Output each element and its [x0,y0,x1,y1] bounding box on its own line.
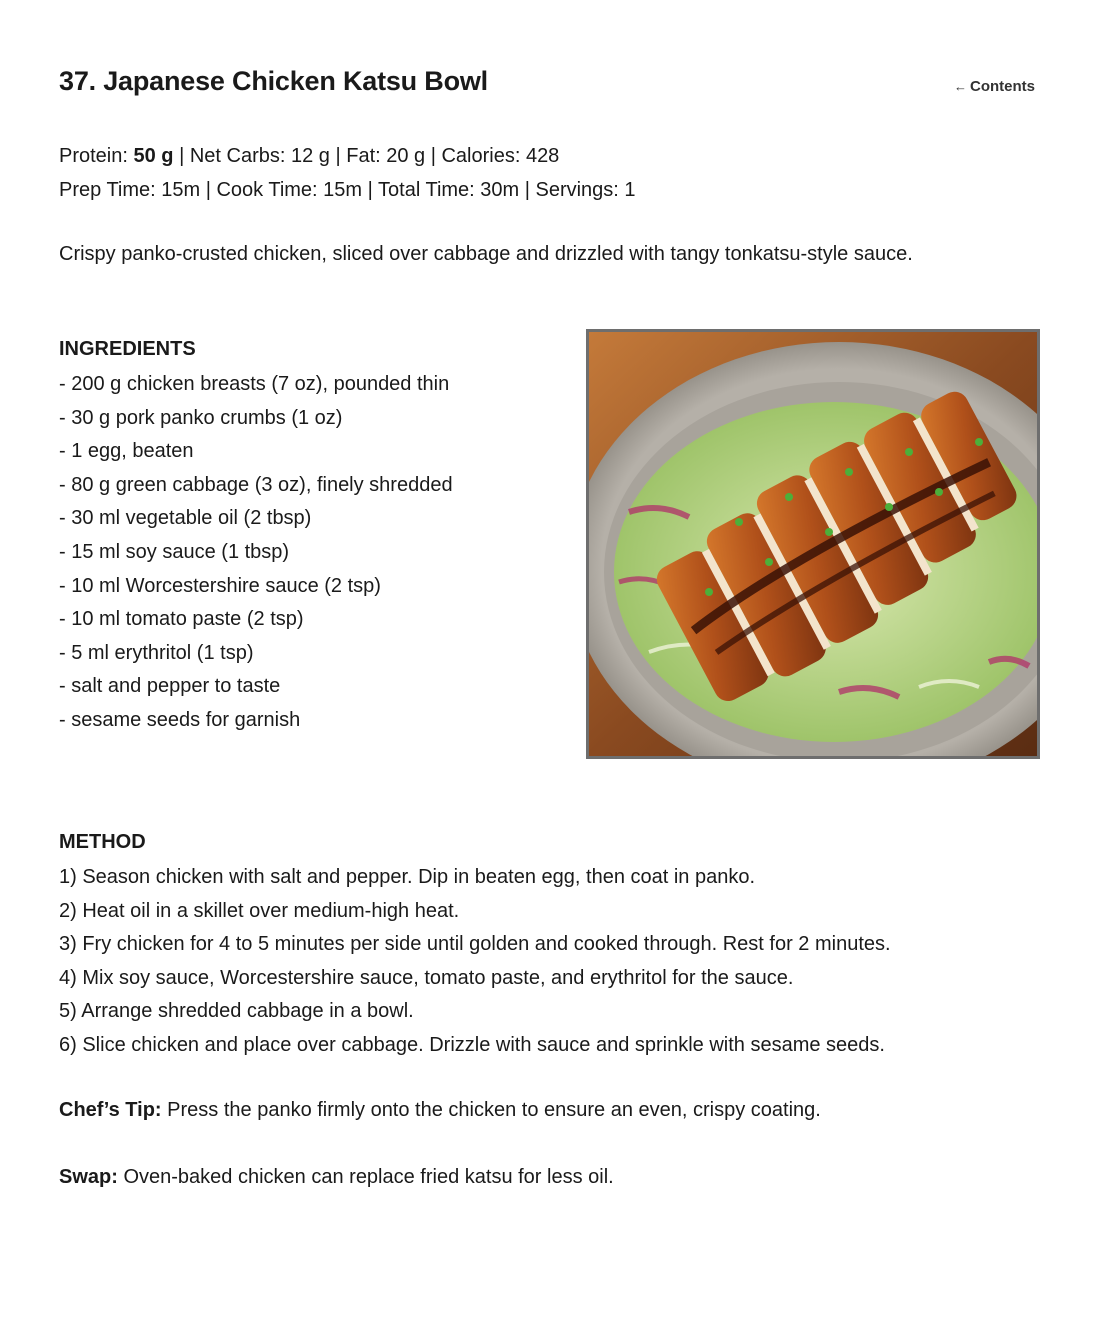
recipe-title: 37. Japanese Chicken Katsu Bowl [59,66,488,96]
recipe-stats [59,139,636,207]
chef-tip [59,1096,821,1124]
arrow-left-icon: ← [954,79,967,94]
ingredient-item: - salt and pepper to taste [59,675,281,698]
protein-label: Protein: [59,145,128,167]
ingredient-item: - 30 g pork panko crumbs (1 oz) [59,406,343,429]
ingredient-item: - 5 ml erythritol (1 tsp) [59,641,254,664]
chef-tip-label: Chef’s Tip: [59,1099,162,1121]
ingredient-item: - 200 g chicken breasts (7 oz), pounded thin [59,373,450,395]
recipe-description: Crispy panko-crusted chicken, sliced over cabbage and drizzled with tangy tonkatsu-style sauce. [59,243,913,265]
method-step: 6) Slice chicken and place over cabbage. Drizzle with sauce and sprinkle with sesame seeds. [59,1033,885,1056]
swap-label: Swap: [59,1166,118,1188]
method-steps [59,861,1039,1063]
recipe-photo [586,329,1040,759]
method-section [59,828,1039,1063]
macros-rest: | Net Carbs: 12 g | Fat: 20 g | Calories: 428 [179,145,560,167]
swap-note [59,1163,614,1191]
method-step: 3) Fry chicken for 4 to 5 minutes per side until golden and cooked through. Rest for 2 minutes. [59,933,891,956]
contents-link[interactable] [954,78,1035,95]
ingredient-item: - 30 ml vegetable oil (2 tbsp) [59,507,312,530]
katsu-bowl-illustration [589,332,1037,756]
method-step: 4) Mix soy sauce, Worcestershire sauce, tomato paste, and erythritol for the sauce. [59,966,794,989]
ingredient-item: - 15 ml soy sauce (1 tbsp) [59,540,290,563]
protein-value: 50 g [133,145,174,167]
macros-line [59,139,636,173]
ingredients-list [59,368,559,738]
ingredient-item: - 80 g green cabbage (3 oz), finely shredded [59,473,453,496]
ingredient-item: - 10 ml Worcestershire sauce (2 tsp) [59,574,381,597]
method-heading: METHOD [59,831,146,853]
swap-text: Oven-baked chicken can replace fried katsu for less oil. [123,1166,614,1188]
chef-tip-text: Press the panko firmly onto the chicken to ensure an even, crispy coating. [167,1099,821,1121]
recipe-header [59,66,1039,106]
contents-link-label: Contents [970,78,1035,95]
ingredients-section [59,335,559,738]
ingredient-item: - sesame seeds for garnish [59,708,301,731]
method-step: 2) Heat oil in a skillet over medium-high heat. [59,899,460,922]
ingredient-item: - 1 egg, beaten [59,440,194,463]
method-step: 1) Season chicken with salt and pepper. Dip in beaten egg, then coat in panko. [59,866,756,888]
method-step: 5) Arrange shredded cabbage in a bowl. [59,1000,414,1023]
ingredient-item: - 10 ml tomato paste (2 tsp) [59,608,304,631]
times-line: Prep Time: 15m | Cook Time: 15m | Total Time: 30m | Servings: 1 [59,179,636,201]
ingredients-heading: INGREDIENTS [59,338,196,360]
